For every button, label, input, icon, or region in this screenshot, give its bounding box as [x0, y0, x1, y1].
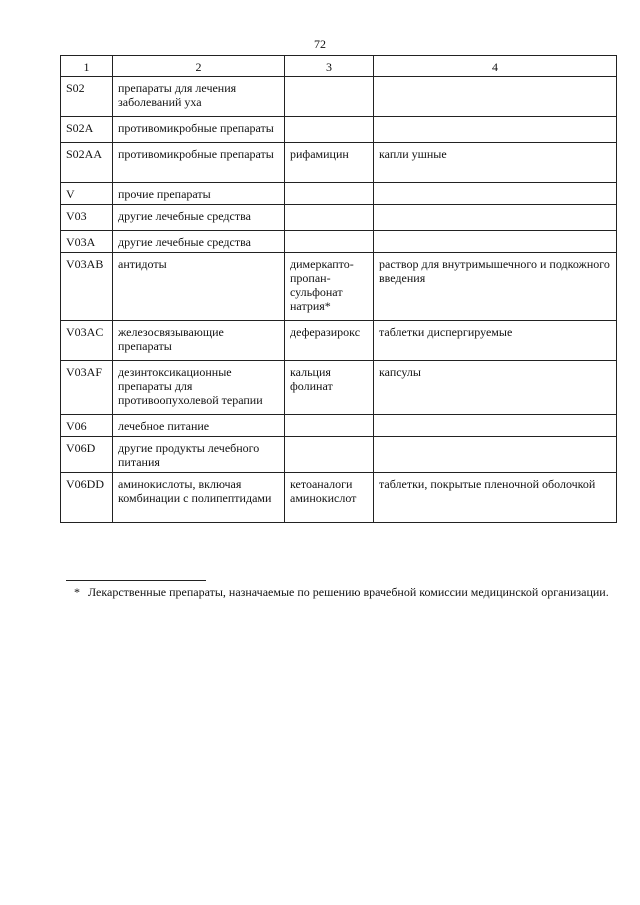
- cell-drug: [285, 77, 374, 117]
- cell-form: [374, 205, 617, 231]
- cell-group: аминокислоты, включая комбинации с полипептидами: [113, 473, 285, 523]
- cell-group: противомикробные препараты: [113, 117, 285, 143]
- cell-code: V03AB: [61, 253, 113, 321]
- cell-form: [374, 77, 617, 117]
- cell-code: V03AF: [61, 361, 113, 415]
- table-body: [61, 77, 617, 523]
- cell-drug: [285, 437, 374, 473]
- cell-code: V03A: [61, 231, 113, 253]
- cell-form: [374, 117, 617, 143]
- footnote-divider: [66, 580, 206, 581]
- cell-drug: рифамицин: [285, 143, 374, 183]
- cell-code: V: [61, 183, 113, 205]
- cell-drug: кетоаналоги аминокислот: [285, 473, 374, 523]
- cell-drug: [285, 117, 374, 143]
- cell-group: противомикробные препараты: [113, 143, 285, 183]
- column-header: 1: [61, 56, 113, 77]
- cell-form: [374, 437, 617, 473]
- cell-code: S02A: [61, 117, 113, 143]
- cell-group: другие продукты лечебного питания: [113, 437, 285, 473]
- table-row: [61, 321, 617, 361]
- cell-drug: кальция фолинат: [285, 361, 374, 415]
- cell-code: S02AA: [61, 143, 113, 183]
- drug-table: [60, 55, 617, 523]
- cell-group: препараты для лечения заболеваний уха: [113, 77, 285, 117]
- column-header: 4: [374, 56, 617, 77]
- table-row: [61, 473, 617, 523]
- cell-drug: [285, 183, 374, 205]
- cell-form: раствор для внутримышечного и подкожного введения: [374, 253, 617, 321]
- footnote: [74, 585, 610, 600]
- cell-group: прочие препараты: [113, 183, 285, 205]
- cell-drug: [285, 415, 374, 437]
- column-header: 3: [285, 56, 374, 77]
- cell-form: [374, 231, 617, 253]
- cell-drug: [285, 205, 374, 231]
- cell-drug: деферазирокс: [285, 321, 374, 361]
- table-row: [61, 437, 617, 473]
- table-row: [61, 143, 617, 183]
- cell-form: [374, 183, 617, 205]
- cell-group: другие лечебные средства: [113, 231, 285, 253]
- cell-form: капсулы: [374, 361, 617, 415]
- table-row: [61, 205, 617, 231]
- table-row: [61, 231, 617, 253]
- table-row: [61, 183, 617, 205]
- cell-group: дезинтоксикационные препараты для противоопухолевой терапии: [113, 361, 285, 415]
- column-header: 2: [113, 56, 285, 77]
- cell-code: V03AC: [61, 321, 113, 361]
- table-row: [61, 415, 617, 437]
- footnote-text: Лекарственные препараты, назначаемые по решению врачебной комиссии медицинской организации.: [88, 585, 609, 599]
- cell-group: антидоты: [113, 253, 285, 321]
- table-row: [61, 77, 617, 117]
- cell-code: V06D: [61, 437, 113, 473]
- table-header-row: [61, 56, 617, 77]
- cell-code: S02: [61, 77, 113, 117]
- cell-code: V06DD: [61, 473, 113, 523]
- cell-form: капли ушные: [374, 143, 617, 183]
- table-row: [61, 117, 617, 143]
- cell-group: другие лечебные средства: [113, 205, 285, 231]
- cell-form: [374, 415, 617, 437]
- cell-code: V03: [61, 205, 113, 231]
- cell-form: таблетки, покрытые пленочной оболочкой: [374, 473, 617, 523]
- cell-form: таблетки диспергируемые: [374, 321, 617, 361]
- cell-code: V06: [61, 415, 113, 437]
- cell-group: железосвязывающие препараты: [113, 321, 285, 361]
- cell-drug: [285, 231, 374, 253]
- footnote-mark: *: [74, 585, 80, 599]
- cell-drug: димеркапто-пропан-сульфонат натрия*: [285, 253, 374, 321]
- table-row: [61, 361, 617, 415]
- table-row: [61, 253, 617, 321]
- page-number: 72: [314, 37, 326, 51]
- cell-group: лечебное питание: [113, 415, 285, 437]
